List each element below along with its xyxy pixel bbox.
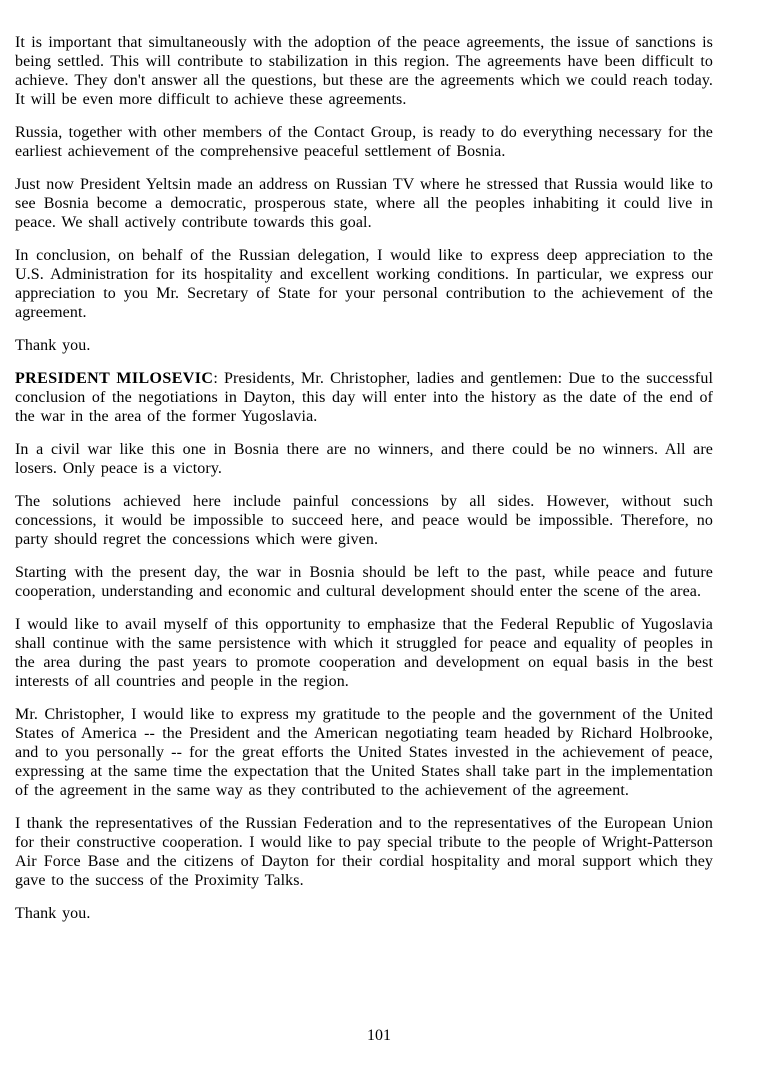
page-number: 101	[367, 1027, 391, 1044]
paragraph	[15, 33, 713, 109]
paragraph	[15, 492, 713, 549]
paragraph-text: Starting with the present day, the war in Bosnia should be left to the past, while peace and future cooperation, understanding and economic and cultural development should enter the scene of the area.	[15, 564, 713, 600]
paragraph	[15, 705, 713, 800]
paragraph-text: In a civil war like this one in Bosnia there are no winners, and there could be no winners. All are losers. Only peace is a victory.	[15, 441, 713, 477]
paragraph	[15, 336, 713, 355]
paragraph-speaker	[15, 369, 713, 426]
paragraph-text: Mr. Christopher, I would like to express my gratitude to the people and the government of the United States of America -- the President and the American negotiating team headed by Richard Holbrooke, and to you personally -- for the great efforts the United States invested in the achievement of peace, expressing at the same time the expectation that the United States shall take part in the implementation of the agreement in the same way as they contributed to the achievement of the agreement.	[15, 706, 713, 799]
paragraph	[15, 123, 713, 161]
paragraph-text: I would like to avail myself of this opportunity to emphasize that the Federal Republic of Yugoslavia shall continue with the same persistence with which it struggled for peace and equality of peoples in the area during the past years to promote cooperation and development on equal basis in the best interests of all countries and people in the region.	[15, 616, 713, 690]
paragraph-text: It is important that simultaneously with the adoption of the peace agreements, the issue of sanctions is being settled. This will contribute to stabilization in this region. The agreements have been difficult to achieve. They don't answer all the questions, but these are the agreements which we could reach today. It will be even more difficult to achieve these agreements.	[15, 34, 713, 108]
paragraph-text: Russia, together with other members of the Contact Group, is ready to do everything necessary for the earliest achievement of the comprehensive peaceful settlement of Bosnia.	[15, 124, 713, 160]
paragraph-text: I thank the representatives of the Russian Federation and to the representatives of the European Union for their constructive cooperation. I would like to pay special tribute to the people of Wright-Patterson Air Force Base and the citizens of Dayton for their cordial hospitality and moral support which they gave to the success of the Proximity Talks.	[15, 815, 713, 889]
paragraph-text: : Presidents, Mr. Christopher, ladies and gentlemen: Due to the successful conclusion of the negotiations in Dayton, this day will enter into the history as the date of the end of the war in the area of the former Yugoslavia.	[15, 370, 713, 425]
speaker-name: PRESIDENT MILOSEVIC	[15, 370, 214, 387]
paragraph	[15, 440, 713, 478]
paragraph	[15, 615, 713, 691]
paragraph-text: Thank you.	[15, 905, 91, 922]
paragraph	[15, 563, 713, 601]
paragraph-text: Thank you.	[15, 337, 91, 354]
paragraph	[15, 904, 713, 923]
paragraph-text: In conclusion, on behalf of the Russian delegation, I would like to express deep appreciation to the U.S. Administration for its hospitality and excellent working conditions. In particular, we express our appreciation to you Mr. Secretary of State for your personal contribution to the achievement of the agreement.	[15, 247, 713, 321]
paragraph	[15, 175, 713, 232]
paragraph-text: The solutions achieved here include painful concessions by all sides. However, without such concessions, it would be impossible to succeed here, and peace would be impossible. Therefore, no party should regret the concessions which were given.	[15, 493, 713, 548]
paragraph	[15, 814, 713, 890]
paragraph	[15, 246, 713, 322]
paragraph-text: Just now President Yeltsin made an address on Russian TV where he stressed that Russia would like to see Bosnia become a democratic, prosperous state, where all the peoples inhabiting it could live in peace. We shall actively contribute towards this goal.	[15, 176, 713, 231]
